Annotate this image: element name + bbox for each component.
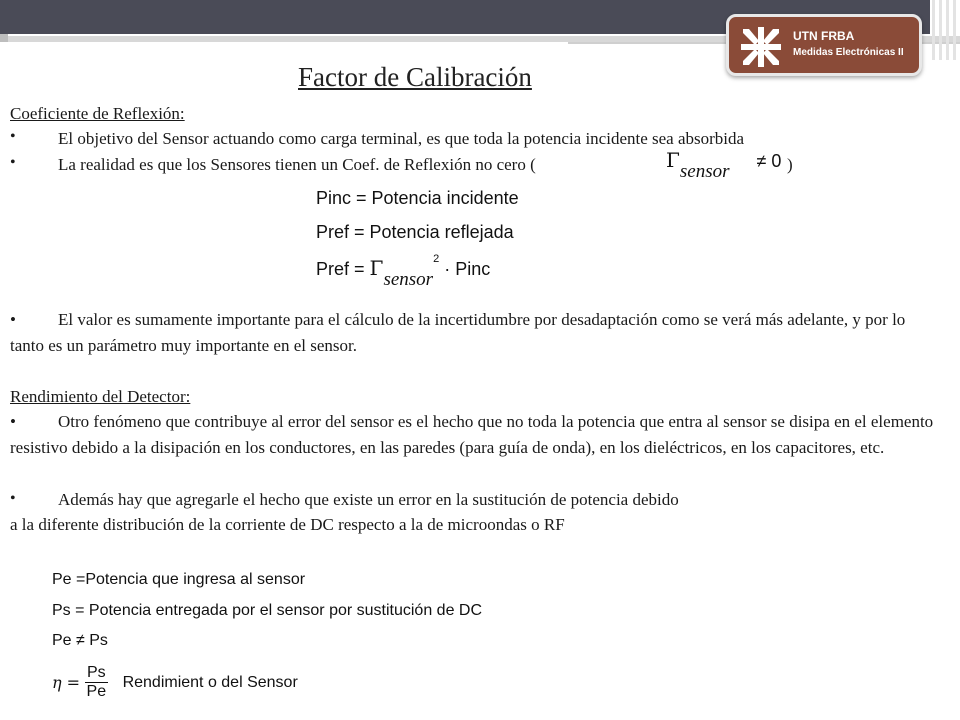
bullet-marker: • [10,310,16,329]
utn-logo-icon [739,25,783,69]
bullet-objective: El objetivo del Sensor actuando como carga terminal, es que toda la potencia incidente sea absorbida [58,129,745,148]
section-heading-efficiency: Rendimiento del Detector: [10,387,191,406]
bullet-marker: • [10,128,16,145]
logo-title: UTN FRBA [793,29,855,43]
bullet-marker: • [10,412,16,431]
paragraph-gamma-importance [10,307,940,358]
utn-logo-badge [726,14,922,76]
equation-pref-gamma: Pref = Γsensor$^2$ · Pinc [316,253,491,290]
bullet-gamma-importance: El valor es sumamente importante para el cálculo de la incertidumbre por desadaptación como se verá más adelante, y por lo tanto es un parámetro muy importante en el sensor. [10,310,906,355]
bullet-substitution-error-cont: a la diferente distribución de la corriente de DC respecto a la de microondas o RF [10,515,565,534]
gamma-inline-formula: Γsensor ≠ 0 [666,148,782,182]
tab-notch [0,34,8,42]
paragraph-error-sources [10,409,940,460]
equation-pref: Pref = Potencia reflejada [316,222,514,242]
equation-pe: Pe =Potencia que ingresa al sensor [52,571,306,588]
side-stripes [930,0,960,60]
bullet-marker: • [10,154,16,171]
slide-title: Factor de Calibración [298,62,532,92]
logo-subtitle: Medidas Electrónicas II [793,47,904,58]
bullet-reality: La realidad es que los Sensores tienen un Coef. de Reflexión no cero ( [58,155,536,174]
bullet-reality-close: ) [787,155,793,174]
efficiency-fraction: $\frac{Ps}{Pe}$ [86,664,107,700]
section-heading-reflection: Coeficiente de Reflexión: [10,104,185,123]
equation-pe-neq-ps: Pe ≠ Ps [52,632,108,649]
equation-pinc: Pinc = Potencia incidente [316,188,519,208]
bullet-substitution-error: Además hay que agregarle el hecho que existe un error en la sustitución de potencia debido [58,490,679,509]
equation-efficiency: η = $\frac{Ps}{Pe}$ Rendimient o del Sensor [52,664,298,700]
bullet-error-sources: Otro fenómeno que contribuye al error del sensor es el hecho que no toda la potencia que entra al sensor se disipa en el elemento resistivo debido a la disipación en los conductores, en las paredes (para guía de onda), en los dieléctricos, en los capacitores, etc. [10,412,934,457]
bullet-marker: • [10,490,16,507]
equation-ps: Ps = Potencia entregada por el sensor por sustitución de DC [52,602,483,619]
